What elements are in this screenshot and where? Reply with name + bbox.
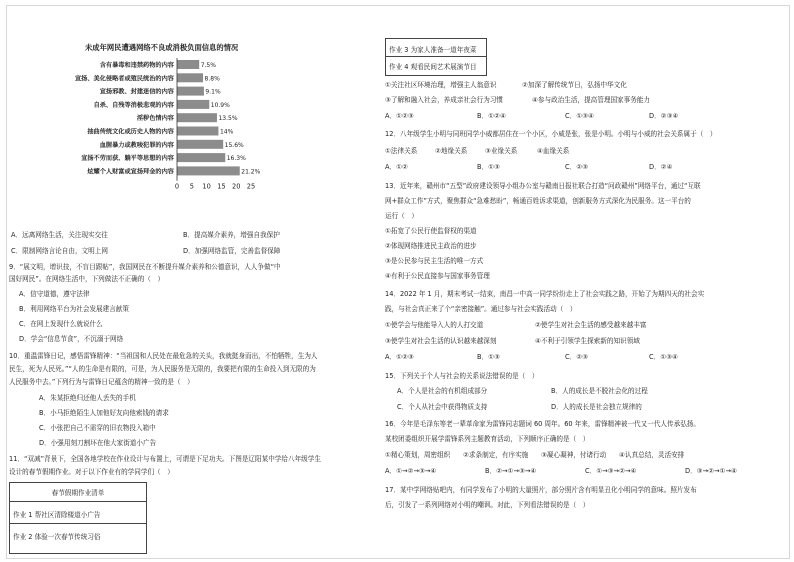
q15-option-a: A．个人是社会的有机组成部分 <box>397 387 488 395</box>
q14-option-3: ③使学生对社会生活的认识越来越深刻 <box>385 337 497 345</box>
bar <box>177 166 240 175</box>
bar-chart <box>7 56 383 236</box>
x-tick-label: 5 <box>189 182 194 191</box>
q16-stem-line2: 某校团委组织开展学雷锋系列主题教育活动，下列顺序正确的是（ ） <box>385 435 590 443</box>
q10-stem-line1: 10．重温雷锋日记，感悟雷锋精神：“当祖国和人民处在最危急的关头，我就挺身而出，不怕牺牲，生为人 <box>9 352 318 360</box>
q9-option-c: C．在网上发现什么就说什么 <box>19 320 103 328</box>
chart-title: 未成年网民遭遇网络不良或消极负面信息的情况 <box>85 43 239 52</box>
q10-option-c: C．小张把自己不需穿的旧衣物投入箱中 <box>39 424 156 432</box>
q12-choice-b: B．①③ <box>477 163 500 171</box>
q11-option-3: ③了解和融入社会，养成亲社会行为习惯 <box>385 96 504 104</box>
q10-stem-line3: 人民服务中去。”下列行为与雷锋日记蕴含的精神一致的是（ ） <box>9 378 194 386</box>
q12-stem: 12．八年级学生小明与同班同学小威都居住在一个小区，小威是张，张是小明。小明与小威的社会关系属于（ ） <box>385 130 717 138</box>
category-label: 淫秽色情内容 <box>136 115 174 123</box>
q8-option-a: A．远离网络生活，关注现实交往 <box>11 231 108 239</box>
q9-stem-line2: 国好网民”。在网络生活中，下列做法不正确的（ ） <box>9 275 165 283</box>
x-tick-label: 0 <box>174 182 180 191</box>
category-label: 炫耀个人财富或宣扬拜金的内容 <box>87 168 174 176</box>
q13-stem-line3: 运行（ ） <box>385 212 418 220</box>
q14-choice-b: B．①③ <box>477 353 500 361</box>
q11-option-2: ②加深了解传统节日，弘扬中华文化 <box>522 81 627 89</box>
q14-stem-line2: 践，与社会真正来了个“亲密接触”。通过参与社会实践活动（ ） <box>385 305 577 313</box>
q13-stem-line2: 网+群众工作”方式，聚焦群众“急难愁盼”，畅通百姓诉求渠道，创新服务方式深化为民服务。这一平台的 <box>385 197 691 205</box>
bar-value-label: 15.6% <box>224 141 244 149</box>
bar-value-label: 8.8% <box>204 75 220 83</box>
bar <box>177 60 199 69</box>
q9-option-d: D．学会“信息节食”，不沉溺于网络 <box>19 335 124 343</box>
q17-stem-line2: 后，引发了一系列网络对小明的嘲讽。对此，下列看法错误的是（ ） <box>385 501 590 509</box>
q11-stem-line2: 设计的春节假期作业。对于以下作业有的学同学们（ ） <box>9 468 174 476</box>
homework-list-title: 春节假期作业清单 <box>51 489 105 497</box>
q11-option-1: ①关注社区环境治理，增强主人翁意识 <box>385 81 497 89</box>
q16-option-4: ④认真总结，灵活安排 <box>619 451 685 459</box>
bar <box>177 113 217 122</box>
q13-option-4: ④有利于公民直接参与国家事务管理 <box>385 272 490 280</box>
q17-stem-line1: 17．某中学网络贴吧内，有同学发布了小明的大量照片，部分照片含有明显丑化小明同学的意味。照片发布 <box>385 486 697 494</box>
q9-option-a: A．信守道德，遵守法律 <box>19 290 90 298</box>
q14-choice-a: A．①②③ <box>385 353 414 361</box>
q11-choice-b: B．①②④ <box>477 112 506 120</box>
q14-option-4: ④不利于引领学生探索新的知识领域 <box>535 337 640 345</box>
bar <box>177 153 225 162</box>
q13-option-3: ③是公民参与民主生活的唯一方式 <box>385 257 484 265</box>
category-label: 宣扬、美化侵略者或殖民统治的内容 <box>75 75 174 83</box>
q12-option-1: ①法律关系 <box>385 147 418 155</box>
homework-item-3: 作业 3 为家人准备一道年夜菜 <box>389 46 477 54</box>
q13-option-1: ①拓宽了公民行使监督权的渠道 <box>385 227 477 235</box>
q15-option-b: B．人的成长是不脱社会化的过程 <box>551 387 648 395</box>
exam-page <box>6 5 790 559</box>
box-divider <box>10 501 146 502</box>
box-divider <box>10 523 146 524</box>
bar <box>177 140 223 149</box>
q14-option-1: ①使学会与他能导入人的人打交道 <box>385 321 484 329</box>
q16-option-3: ③凝心凝神，付诸行动 <box>541 451 607 459</box>
homework-list-box-continued <box>385 38 487 76</box>
x-tick-label: 25 <box>246 182 256 191</box>
q11-stem-line1: 11．“双减”背景下，全国各地学校在作业设计与布置上，可谓是下足功夫。下图是辽阳某中学给八年级学生 <box>9 455 321 463</box>
q11-option-4: ④参与政治生活，提高管理国家事务能力 <box>532 96 651 104</box>
q9-option-b: B．利用网络平台为社会发展建言献策 <box>19 305 130 313</box>
q14-stem-line1: 14．2022 年 1 月，期末考试一结束，南昌一中高一同学纷纷走上了社会实践之路，开始了为期四天的社会实 <box>385 290 705 298</box>
q12-option-4: ④血缘关系 <box>537 147 570 155</box>
category-label: 宣扬不劳而获、躺平等思想的内容 <box>81 155 174 163</box>
q16-choice-a: A．①→②→③→④ <box>385 467 437 475</box>
q12-option-2: ②地缘关系 <box>435 147 468 155</box>
q16-choice-b: B．②→①→③→④ <box>485 467 537 475</box>
q15-option-c: C．个人从社会中获得物质支持 <box>397 403 488 411</box>
bar-value-label: 13.5% <box>218 115 238 123</box>
box-divider <box>386 56 486 57</box>
bar <box>177 87 204 96</box>
q16-option-2: ②求条制定，有序实施 <box>463 451 529 459</box>
q16-option-1: ①精心策划，周密组织 <box>385 451 451 459</box>
bar-value-label: 10.9% <box>210 101 230 109</box>
q10-option-d: D．小强用刻刀割坏在他大家街道小广告 <box>39 439 157 447</box>
q12-choice-a: A．①② <box>385 163 408 171</box>
q10-stem-line2: 民生，死为人民死。”“人的生命是有限的，可是，为人民服务是无限的，我要把有限的生命投入到无限的为 <box>9 365 316 373</box>
bar <box>177 73 203 82</box>
q8-option-c: C．限制网络言论自由，文明上网 <box>11 247 108 255</box>
x-tick-label: 20 <box>232 182 241 191</box>
category-label: 自杀、自残等消极悲观的内容 <box>93 101 174 109</box>
q16-stem-line1: 16．今年是毛泽东等老一辈革命家为雷锋同志题词 60 周年。60 年来，雷锋精神被一代又一代人传承弘扬。 <box>385 420 700 428</box>
bar <box>177 127 218 136</box>
x-tick-label: 10 <box>202 182 211 191</box>
homework-item-1: 作业 1 帮社区清除楼道小广告 <box>13 511 101 519</box>
q12-choice-d: D．②④ <box>649 163 673 171</box>
q11-choice-d: D．②③④ <box>649 112 679 120</box>
category-label: 抽曲传统文化或历史人物的内容 <box>87 128 174 136</box>
x-tick-label: 15 <box>217 182 226 191</box>
homework-item-2: 作业 2 体验一次春节传统习俗 <box>13 533 101 541</box>
q14-option-2: ②使学生对社会生活的感受越来越丰富 <box>535 321 647 329</box>
q15-stem: 15．下列关于个人与社会的关系说法错误的是（ ） <box>385 372 539 380</box>
q13-option-2: ②体现网络推进民主政治的进步 <box>385 242 477 250</box>
q15-option-d: D．人的成长是社会独立规律的 <box>551 403 642 411</box>
q12-choice-c: C．②③ <box>565 163 589 171</box>
q16-choice-c: C．①→③→②→④ <box>585 467 637 475</box>
q10-option-a: A．朱某拒绝归还他人丢失的手机 <box>39 394 136 402</box>
bar-value-label: 7.5% <box>200 62 216 69</box>
q8-option-d: D．加强网络监管，完善监督保障 <box>183 247 281 255</box>
q12-option-3: ③业缘关系 <box>485 147 518 155</box>
bar-value-label: 21.2% <box>241 168 261 176</box>
bar-value-label: 9.1% <box>205 88 221 96</box>
category-label: 血腥暴力或教唆犯罪的内容 <box>99 141 174 149</box>
q14-choice-d: C．①③④ <box>649 353 678 361</box>
q13-stem-line1: 13．近年来，赣州市“五型”政府建设领导小组办公室与赣南日报社联合打造“问政赣州”网络平台，通过“互联 <box>385 182 701 190</box>
q14-choice-c: C．②③ <box>565 353 589 361</box>
q8-option-b: B．提高媒介素养，增强自我保护 <box>183 231 280 239</box>
homework-list-box <box>9 482 147 554</box>
bar-value-label: 16.3% <box>226 155 246 163</box>
q10-option-b: B．小马拒绝陌生人加他好友向他索钱的请求 <box>39 409 169 417</box>
bar <box>177 100 209 109</box>
homework-item-4: 作业 4 观看民间艺术展演节目 <box>389 63 477 71</box>
q16-choice-d: D．③→②→①→④ <box>685 467 737 475</box>
bar-value-label: 14% <box>219 128 234 136</box>
q11-choice-a: A．①②③ <box>385 112 414 120</box>
category-label: 宣扬邪教、封建迷信的内容 <box>99 88 174 96</box>
q9-stem-line1: 9．“展文明，增识技，不盲目跟帖”，我国网民在不断提升媒介素养和公德意识，人人争做“中 <box>9 263 281 271</box>
q11-choice-c: C．①③④ <box>565 112 594 120</box>
category-label: 含有暴毒和违禁药物的内容 <box>99 62 174 69</box>
